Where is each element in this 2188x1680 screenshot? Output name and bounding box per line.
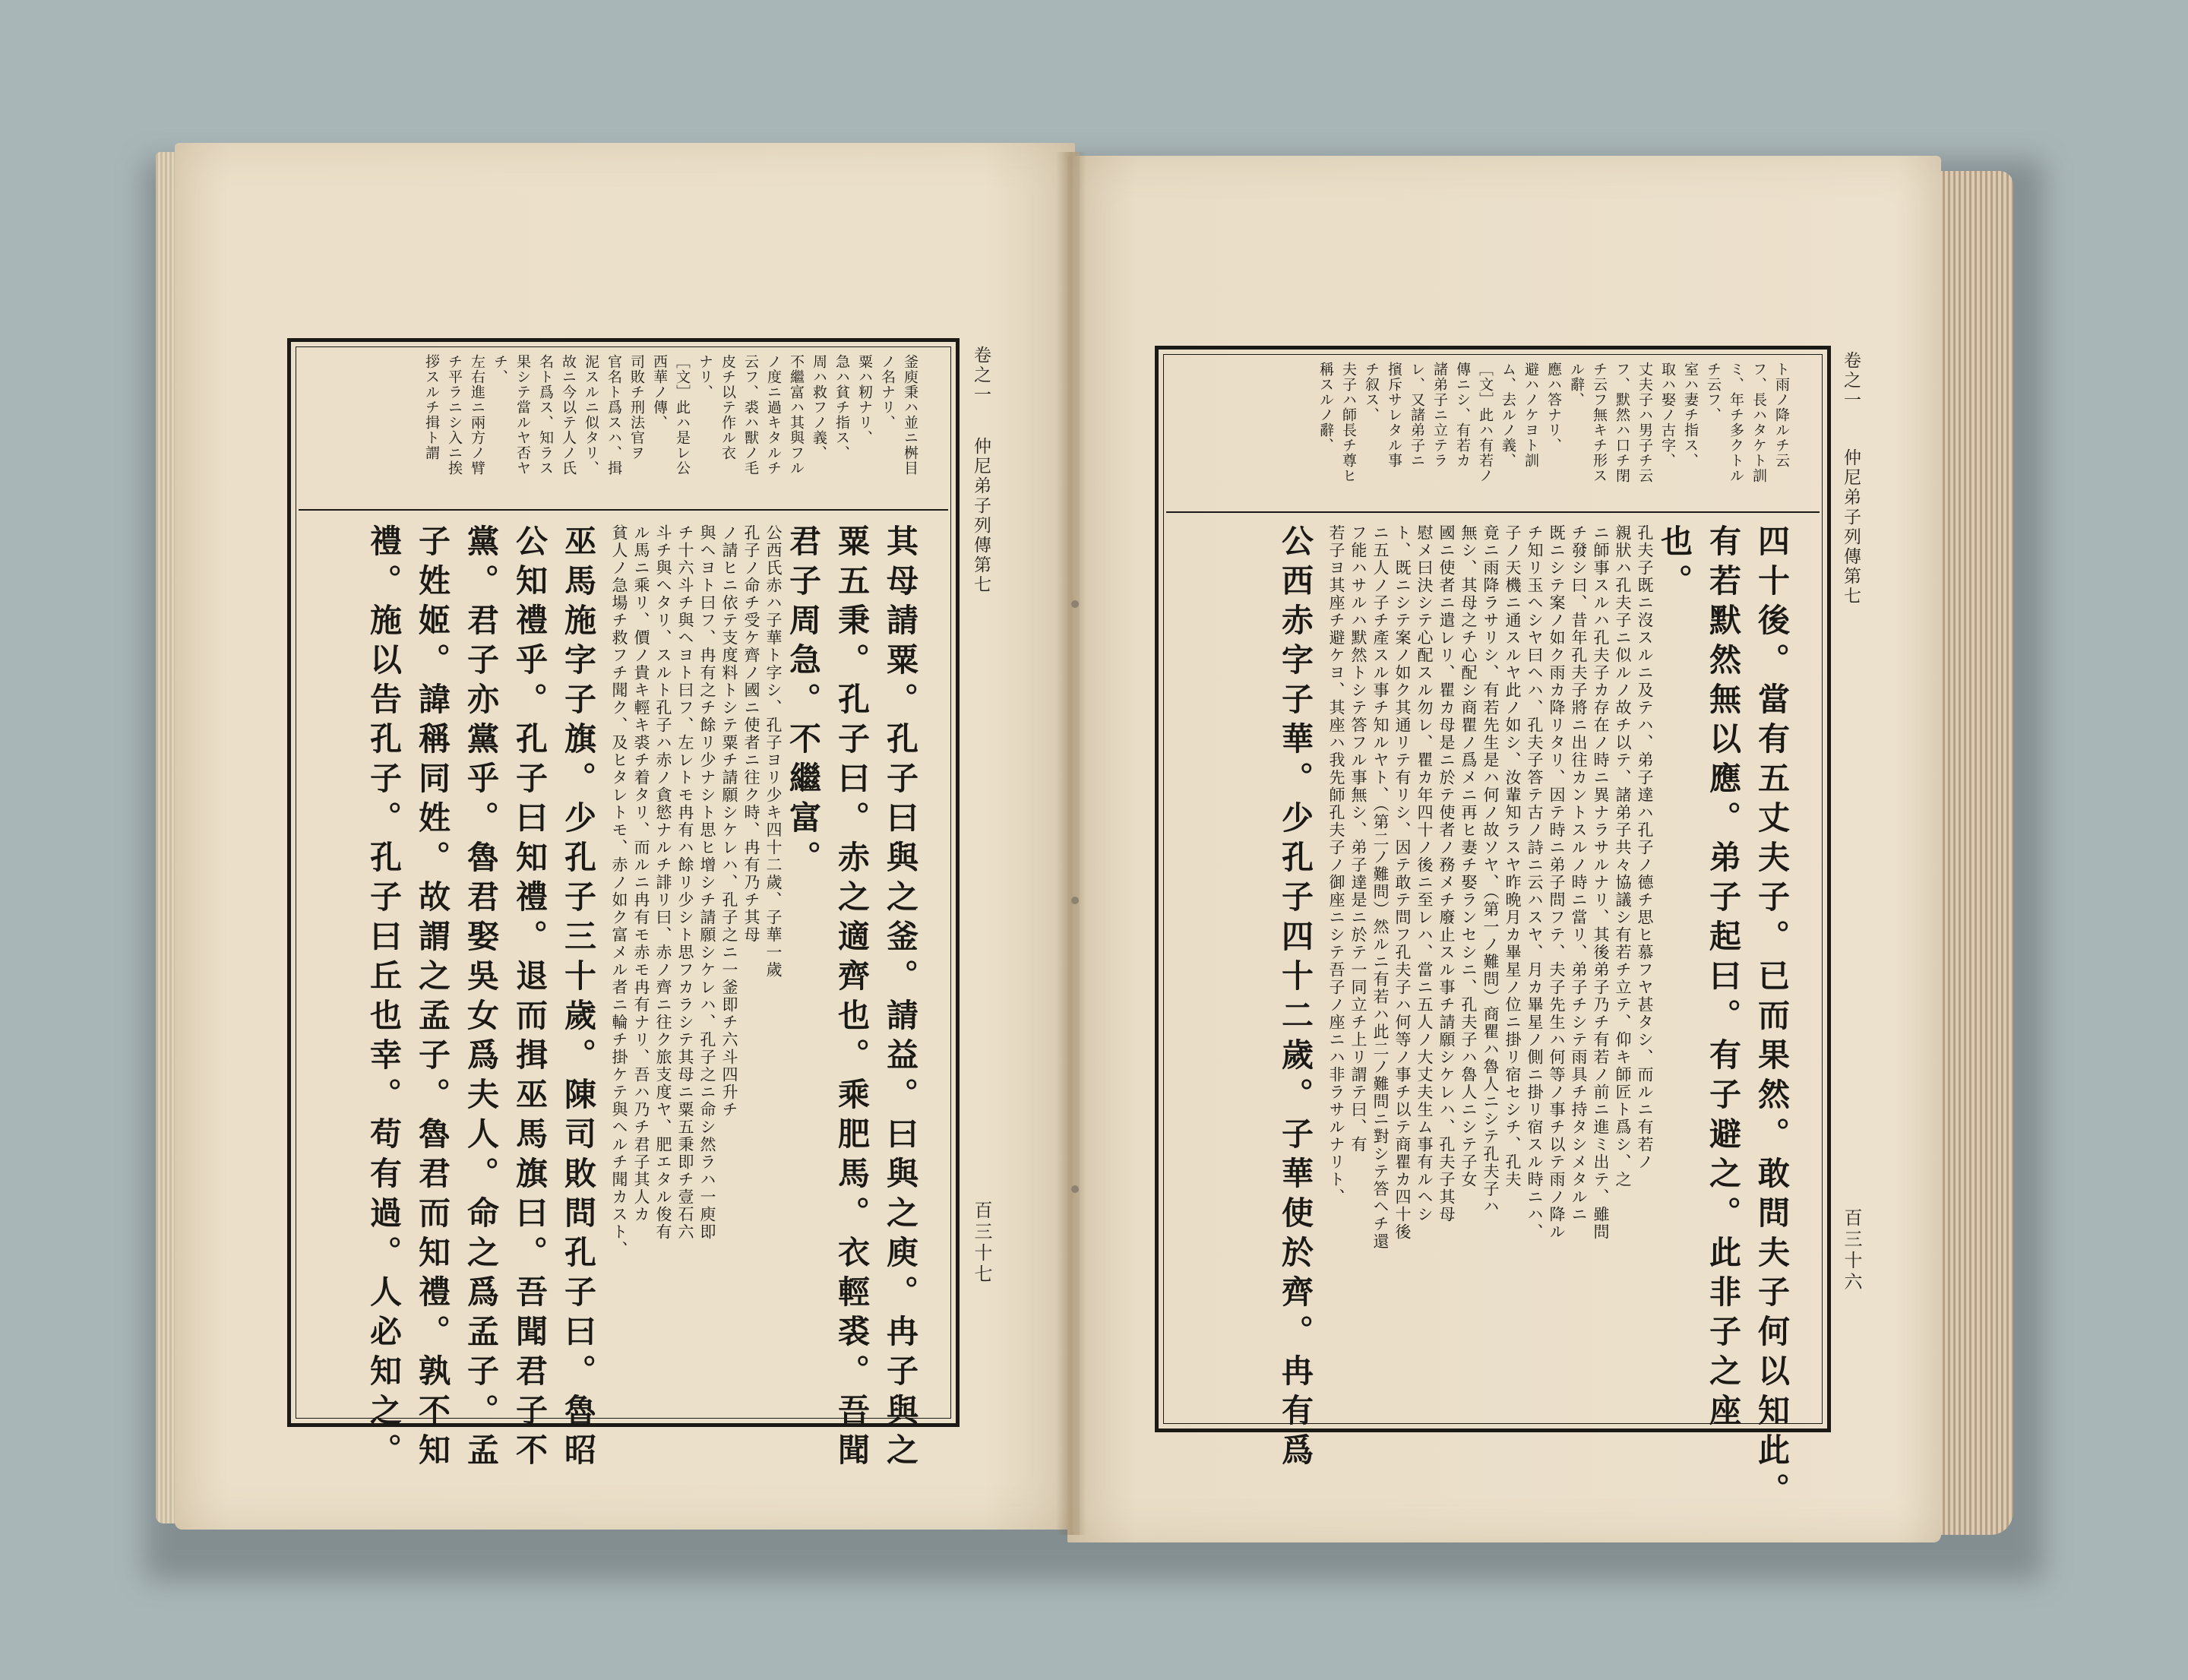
commentary-column: 若子ヨ其座チ避ケヨ、其座ハ我先師孔夫子ノ御座ニシテ吾子ノ座ニハ非ラサルナリト、	[1327, 524, 1345, 1206]
upper-note-line: 擯斥サレタル事	[1386, 362, 1402, 468]
right-page-edges	[1937, 171, 2013, 1535]
commentary-column: 貧人ノ急場チ救フチ聞ク、及ヒタレトモ、赤ノ如ク富メル者ニ輪チ掛ケテ與ヘルチ聞カスト、	[610, 524, 628, 1258]
upper-note-line: 果シテ當ルヤ否ヤ	[514, 354, 531, 476]
upper-note-line: チ、	[492, 354, 508, 384]
main-text-column: 其母請粟。孔子曰與之釜。請益。曰與之庾。冉子與之	[882, 524, 919, 1473]
main-text-column: 禮。施以告孔子。孔子曰丘也幸。苟有過。人必知之。	[365, 524, 403, 1473]
main-text-column: 子姓姬。諱稱同姓。故謂之孟子。魯君而知禮。孰不知	[414, 524, 451, 1473]
commentary-column: 慰メ曰決シテ心配スル勿レ、瞿カ年四十ノ後ニ至レハ、當ニ五人ノ大丈夫生ム事有ルヘシ	[1415, 524, 1434, 1223]
commentary-column: ル馬ニ乘リ、價ノ貴キ輕キ裘チ着タリ、而ルニ冉有モ赤モ冉有ナリ、吾ハ乃チ君子其人カ	[632, 524, 650, 1223]
upper-note-line: ［文］此ハ有若ノ	[1477, 362, 1494, 483]
right-running-head: 卷之一	[1841, 351, 1861, 410]
upper-note-line: チ平ラニシ入ニ挨	[446, 354, 463, 476]
commentary-column: 無シ、其母之チ心配シ商瞿ノ爲メニ再ヒ妻チ娶ランセシニ、孔夫子ハ魯人ニシテ子女	[1459, 524, 1478, 1188]
upper-note-line: チ云フ無キチ形ス	[1591, 362, 1608, 483]
upper-note-line: 室ハ妻チ指ス、	[1682, 362, 1699, 468]
upper-note-line: 稱スルノ辭、	[1317, 362, 1334, 453]
commentary-column: ノ請ヒニ依テ支度料トシテ粟チ請願シケレハ、孔子之ニ一釜即チ六斗四升チ	[720, 524, 738, 1118]
upper-note-line: 周ハ救フノ義、	[811, 354, 827, 460]
commentary-column: ニ師事スルハ孔夫子カ存在ノ時ニ異ナラサルナリ、其後弟子乃チ有若ノ前ニ進ミ出テ、雖問	[1592, 524, 1610, 1241]
upper-note-line: ［文］此ハ是レ公	[674, 354, 691, 476]
upper-note-line: 云フ、裘ハ獸ノ毛	[742, 354, 759, 476]
commentary-column: 孔夫子既ニ沒スルニ及テハ、弟子達ハ孔子ノ德チ思ヒ慕フヤ甚タシ、而ルニ有若ノ	[1636, 524, 1654, 1171]
main-text-column: 粟五秉。孔子曰。赤之適齊也。乘肥馬。衣輕裘。吾聞	[833, 524, 871, 1473]
upper-note-line: 西華ノ傳、	[651, 354, 668, 430]
upper-note-line: レ、又諸弟子ニ	[1409, 362, 1425, 468]
upper-note-line: チ叙ス、	[1363, 362, 1380, 422]
commentary-column: 竟ニ雨降ラサリシ、有若先生是ハ何ノ故ソヤ、（第一ノ難問）商瞿ハ魯人ニシテ孔夫子ハ	[1481, 524, 1500, 1216]
main-text-column: 公西赤字子華。少孔子四十二歲。子華使於齊。冉有爲	[1277, 524, 1314, 1473]
binding-hole	[1071, 1185, 1079, 1193]
upper-note-line: 丈夫子ハ男子チ云	[1636, 362, 1653, 483]
upper-note-line: チ云フ、	[1705, 362, 1722, 422]
commentary-column: 親狀ハ孔夫子ニ似ルノ故チ以テ、諸弟子共々協議シ有若チ立テ、仰キ師匠ト爲シ、之	[1614, 524, 1632, 1188]
upper-note-line: 取ハ娶ノ古字、	[1659, 362, 1676, 468]
left-chapter-title: 仲尼弟子列傳第七	[971, 437, 991, 595]
commentary-column: チ知リ玉ヘシヤ曰ヘハ、孔夫子答テ古ノ詩ニ云ハスヤ、月カ畢星ノ側ニ掛リ宿スル時ニハ、	[1526, 524, 1544, 1241]
commentary-column: チ十六斗チ與ヘヨト曰フ、左レトモ冉有ハ餘リ少シト思フカラシテ其母ニ粟五秉即チ壹石六	[676, 524, 694, 1241]
upper-note-line: ミ、年チ多クトル	[1728, 362, 1744, 483]
commentary-column: ニ五人ノ子チ產スル事チ知ルヤト、（第二ノ難問）然ルニ有若ハ此二ノ難問ニ對シテ答ヘチ還	[1371, 524, 1390, 1251]
left-text-frame	[287, 338, 960, 1473]
commentary-column: フ能ハサルハ默然トシテ答フル事無シ、弟子達是ニ於テ一同立チ上リ謂テ曰、有	[1349, 524, 1368, 1153]
book-gutter	[1056, 152, 1086, 1535]
upper-note-line: 拶スルチ揖ト謂	[423, 354, 440, 460]
header-divider	[299, 509, 948, 511]
upper-note-line: 急ハ貧チ指ス、	[833, 354, 850, 460]
upper-note-line: ノ度ニ過キタルチ	[765, 354, 782, 476]
commentary-column: 孔子ノ命チ受ケ齊ノ國ニ使者ニ往ク時、冉有乃チ其母	[742, 524, 760, 944]
upper-note-line: 左右進ニ兩方ノ臂	[469, 354, 485, 476]
upper-note-line: フ、長ハタケト訓	[1750, 362, 1767, 483]
upper-note-line: 夫子ハ師長チ尊ヒ	[1340, 362, 1357, 483]
upper-note-line: 釜庾秉ハ並ニ桝目	[902, 354, 919, 476]
commentary-column: チ發シ曰、昔年孔夫子將ニ出往カントスルノ時ニ當リ、弟子チシテ雨具チ持タシメタルニ	[1570, 524, 1588, 1223]
upper-note-line: 泥スルニ似タリ、	[583, 354, 599, 476]
binding-hole	[1071, 897, 1079, 904]
commentary-column: 與ヘヨト曰フ、冉有之チ餘リ少ナシト思ヒ增シチ請願シケレハ、孔子之ニ命シ然ラハ一庾即	[698, 524, 716, 1241]
commentary-column: 國ニ使者ニ遣レリ、瞿カ母是ニ於テ使者ノ務メチ廢止スル事チ請願シケレハ、孔夫子其母	[1437, 524, 1456, 1223]
right-text-frame	[1155, 346, 1831, 1512]
upper-note-line: ル辭、	[1568, 362, 1585, 407]
upper-note-line: 傳ニシ、有若カ	[1454, 362, 1471, 468]
upper-note-line: 名ト爲ス、知ラス	[537, 354, 554, 476]
commentary-column: 斗チ與ヘタリ、スルト孔子ハ赤ノ貪慾ナルチ誹リ曰、赤ノ齊ニ往ク旅支度ヤ、肥エタル俊有	[654, 524, 672, 1241]
upper-note-line: ノ名ナリ、	[879, 354, 896, 430]
upper-note-line: ム、去ルノ義、	[1500, 362, 1516, 468]
upper-note-line: ト雨ノ降ルチ云	[1773, 362, 1790, 468]
upper-note-line: ナリ、	[697, 354, 713, 400]
right-chapter-title: 仲尼弟子列傳第七	[1841, 448, 1861, 606]
upper-note-line: 司敗チ刑法官ヲ	[628, 354, 645, 460]
upper-note-line: フ、默然ハ口チ閉	[1614, 362, 1630, 483]
upper-note-line: 諸弟子ニ立テラ	[1431, 362, 1448, 468]
left-running-head: 卷之一	[971, 346, 991, 405]
main-text-column: 四十後。當有五丈夫子。已而果然。敢問夫子何以知此。	[1753, 524, 1791, 1512]
main-text-column: 公知禮乎。孔子曰知禮。退而揖巫馬旗曰。吾聞君子不	[511, 524, 549, 1473]
left-page-number: 百三十七	[971, 1201, 992, 1286]
upper-note-line: 官名ト爲スハ、揖	[605, 354, 622, 476]
upper-note-line: 皮チ以テ作ル衣	[719, 354, 736, 460]
upper-note-line: 粟ハ籾ナリ、	[856, 354, 873, 445]
binding-hole	[1071, 600, 1079, 608]
upper-note-line: 故ニ今以テ人ノ氏	[560, 354, 577, 476]
commentary-column: 公西氏赤ハ子華ト字シ、孔子ヨリ少キ四十二歲、子華一歲	[764, 524, 783, 979]
right-page-number: 百三十六	[1841, 1208, 1862, 1293]
upper-note-line: 應ハ答ナリ、	[1545, 362, 1562, 453]
main-text-column: 有若默然無以應。弟子起曰。有子避之。此非子之座	[1705, 524, 1742, 1433]
main-text-column: 君子周急。不繼富。	[785, 524, 822, 880]
commentary-column: 子ノ天機ニ通スルヤ此ノ如シ、汝輩知ラスヤ昨晩月カ畢星ノ位ニ掛リ宿セシチ、孔夫	[1503, 524, 1522, 1188]
main-text-column: 也。	[1656, 524, 1693, 603]
main-text-column: 黨。君子亦黨乎。魯君娶吳女爲夫人。命之爲孟子。孟	[463, 524, 500, 1473]
header-divider	[1166, 511, 1820, 513]
main-text-column: 巫馬施字子旗。少孔子三十歲。陳司敗問孔子曰。魯昭	[560, 524, 597, 1473]
upper-note-line: 避ハノケヨト訓	[1522, 362, 1539, 468]
center-crease	[1075, 152, 1080, 1535]
commentary-column: ト、既ニシテ案ノ如ク其通リテ有リシ、因テ敢テ問フ孔夫子ハ何等ノ事チ以テ商瞿カ四十後	[1393, 524, 1412, 1241]
commentary-column: 既ニシテ案ノ如ク雨カ降リタリ、因テ時ニ弟子問フテ、夫子先生ハ何等ノ事チ以テ雨ノ降ル	[1548, 524, 1566, 1241]
upper-note-line: 不繼富ハ其與フル	[788, 354, 805, 476]
